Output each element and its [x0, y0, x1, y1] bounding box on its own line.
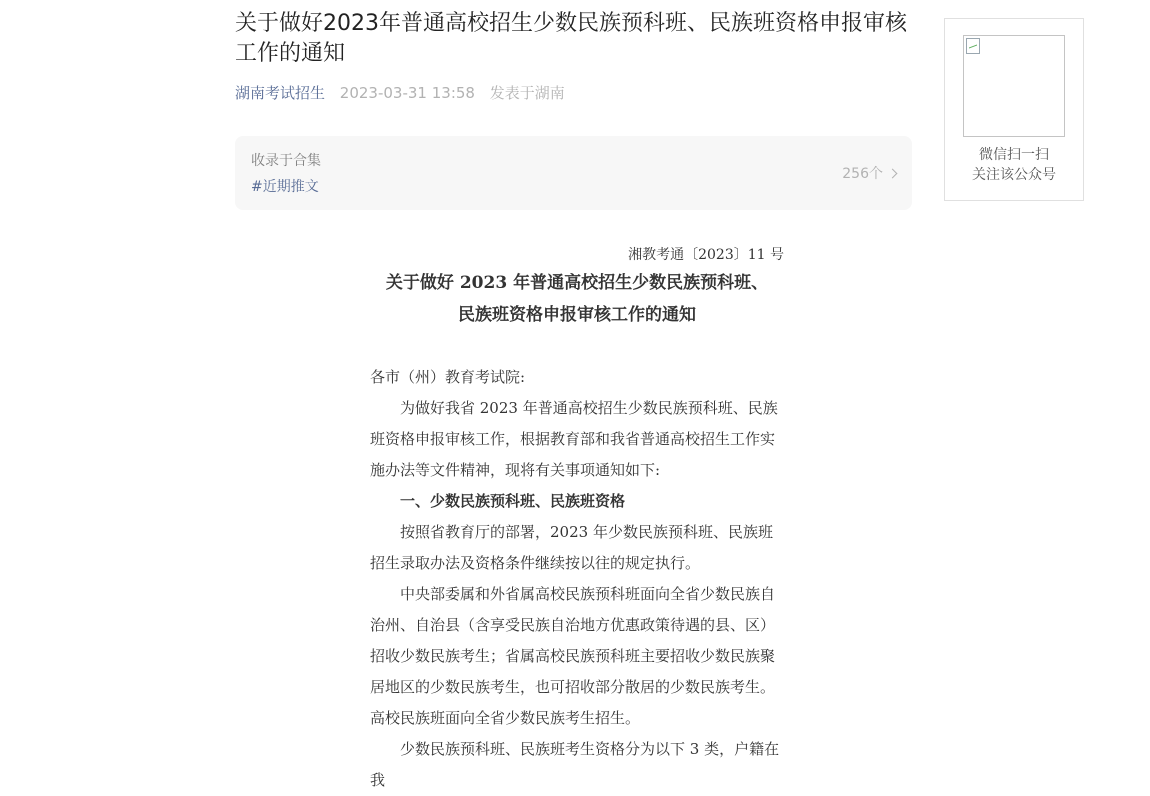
album-tag-link[interactable]: #近期推文 [251, 179, 319, 195]
document-paragraph: 为做好我省 2023 年普通高校招生少数民族预科班、民族班资格申报审核工作，根据教育部和我省普通高校招生工作实施办法等文件精神，现将有关事项通知如下: [370, 399, 778, 479]
document-title-line2: 民族班资格申报审核工作的通知 [458, 305, 696, 325]
album-card[interactable] [235, 136, 912, 210]
qr-caption-line1: 微信扫一扫 [979, 147, 1049, 163]
document-salutation: 各市（州）教育考试院: [370, 368, 526, 386]
chevron-right-icon [888, 168, 898, 178]
album-count-text: 256个 [842, 166, 883, 182]
document-paragraph: 少数民族预科班、民族班考生资格分为以下 3 类，户籍在我 [370, 740, 780, 789]
qr-code-panel [944, 18, 1084, 201]
account-name-link[interactable]: 湖南考试招生 [235, 84, 326, 102]
publish-location: 发表于湖南 [489, 84, 565, 102]
article-title: 关于做好2023年普通高校招生少数民族预科班、民族班资格申报审核工作的通知 [235, 11, 907, 66]
qr-code-image [963, 35, 1065, 137]
document-paragraph: 中央部委属和外省属高校民族预科班面向全省少数民族自治州、自治县（含享受民族自治地方优惠政策待遇的县、区）招收少数民族考生；省属高校民族预科班主要招收少数民族聚居地区的少数民族考生，也可招收部分散居的少数民族考生。高校民族班面向全省少数民族考生招生。 [370, 585, 776, 727]
broken-image-icon [966, 38, 980, 54]
publish-datetime: 2023-03-31 13:58 [339, 84, 475, 102]
album-count[interactable] [842, 163, 896, 183]
document-body [370, 362, 784, 796]
document-paragraph: 按照省教育厅的部署，2023 年少数民族预科班、民族班招生录取办法及资格条件继续按以往的规定执行。 [370, 523, 773, 572]
document-section-heading: 一、少数民族预科班、民族班资格 [400, 492, 626, 510]
album-label: 收录于合集 [251, 153, 321, 169]
article-meta [235, 83, 575, 103]
document-number: 湘教考通〔2023〕11 号 [628, 247, 784, 263]
qr-caption-line2: 关注该公众号 [972, 167, 1056, 183]
document-title-line1: 关于做好 2023 年普通高校招生少数民族预科班、 [385, 273, 769, 293]
